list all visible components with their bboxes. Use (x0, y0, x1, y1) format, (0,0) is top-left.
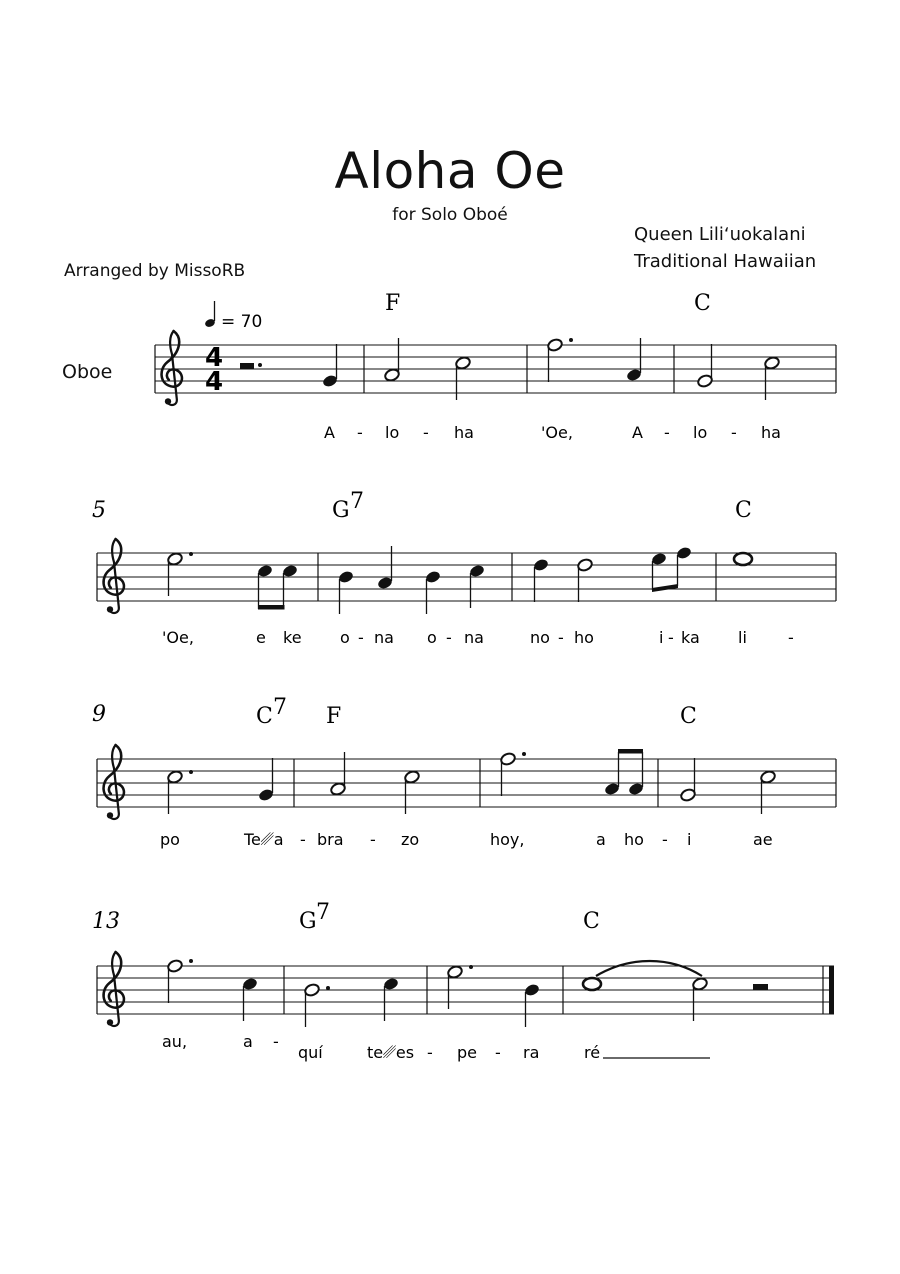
lyric: ae (753, 830, 773, 849)
lyric: - (668, 628, 674, 647)
lyric: - (788, 628, 794, 647)
note (258, 758, 275, 802)
note (304, 983, 330, 1027)
treble-clef-icon (104, 539, 124, 613)
composer-credit: Queen Liliʻuokalani (634, 224, 806, 245)
note (533, 558, 550, 602)
tempo-value: = 70 (221, 312, 263, 332)
lyric: o (340, 628, 350, 647)
lyric: bra (317, 830, 344, 849)
chord-symbol: C (680, 704, 697, 729)
staff-lines (97, 759, 836, 807)
origin-credit: Traditional Hawaiian (634, 251, 817, 272)
staff-system-4 (92, 900, 834, 1062)
chord-symbol: G (332, 498, 350, 523)
lyric: - (300, 830, 306, 849)
lyric: li (738, 628, 747, 647)
lyric: ho (574, 628, 594, 647)
chord-symbol: C (583, 909, 600, 934)
note (547, 338, 573, 382)
final-barline (829, 966, 834, 1014)
lyric: ha (761, 423, 781, 442)
note (167, 959, 193, 1003)
lyric: lo (693, 423, 708, 442)
treble-clef-icon (104, 745, 124, 819)
chord-symbol: C (694, 291, 711, 316)
lyric: - (357, 423, 363, 442)
lyric: ré (584, 1043, 601, 1062)
staff-lines (155, 345, 836, 393)
tempo-marking (204, 301, 262, 332)
lyric: po (160, 830, 180, 849)
score-subtitle: for Solo Oboé (392, 205, 508, 225)
eighth-note-pair (604, 749, 645, 796)
lyric: - (273, 1032, 279, 1051)
lyric: ha (454, 423, 474, 442)
lyric: - (664, 423, 670, 442)
lyric: na (464, 628, 484, 647)
arranger-credit: Arranged by MissoRB (64, 261, 246, 281)
lyric: a (243, 1032, 253, 1051)
lyric: lo (385, 423, 400, 442)
lyric: - (446, 628, 452, 647)
time-signature (205, 343, 223, 397)
whole-note (734, 553, 752, 565)
staff-lines (97, 966, 834, 1014)
lyric: a (596, 830, 606, 849)
treble-clef-icon (104, 952, 124, 1026)
lyric: ra (523, 1043, 540, 1062)
lyric: - (423, 423, 429, 442)
note (500, 752, 526, 796)
chord-extension: 7 (273, 695, 287, 720)
lyric: Te␥a (244, 830, 284, 849)
lyric: - (427, 1043, 433, 1062)
lyric: - (370, 830, 376, 849)
note (524, 983, 541, 1027)
lyric: - (731, 423, 737, 442)
measure-number: 5 (92, 498, 106, 523)
lyric: - (495, 1043, 501, 1062)
lyric: ke (283, 628, 302, 647)
svg-text:4: 4 (205, 343, 224, 373)
eighth-note-pair (257, 564, 299, 610)
chord-symbol: F (385, 291, 401, 316)
lyric: ho (624, 830, 644, 849)
lyric: no (530, 628, 550, 647)
lyric: pe (457, 1043, 477, 1062)
lyric: i (659, 628, 664, 647)
lyric: - (358, 628, 364, 647)
lyric: au, (162, 1032, 188, 1051)
svg-text:4: 4 (205, 367, 224, 397)
lyric: na (374, 628, 394, 647)
half-rest (240, 363, 254, 369)
staff-system-3 (92, 695, 836, 849)
lyric: o (427, 628, 437, 647)
lyric: 'Oe, (162, 628, 194, 647)
lyric: quí (298, 1043, 323, 1062)
instrument-name: Oboe (62, 361, 113, 383)
note (425, 570, 442, 614)
staff-system-2 (92, 489, 836, 647)
measure-number: 13 (92, 909, 120, 934)
measure-number: 9 (92, 702, 106, 727)
lyric: te␥es (367, 1043, 415, 1062)
lyric: A (632, 423, 643, 442)
note (680, 758, 697, 802)
lyric: hoy, (490, 830, 525, 849)
chord-symbol: C (735, 498, 752, 523)
note (338, 570, 355, 614)
score-title: Aloha Oe (334, 142, 566, 200)
chord-symbol: F (326, 704, 342, 729)
chord-symbol: C (256, 704, 273, 729)
lyric: zo (401, 830, 420, 849)
lyric: e (256, 628, 266, 647)
lyric: - (558, 628, 564, 647)
half-rest (753, 984, 768, 990)
note (697, 344, 714, 388)
lyric: 'Oe, (541, 423, 573, 442)
note (577, 558, 594, 602)
lyric: - (662, 830, 668, 849)
chord-extension: 7 (316, 900, 330, 925)
lyric: A (324, 423, 335, 442)
treble-clef-icon (162, 331, 182, 405)
note (322, 344, 339, 388)
tie (596, 961, 702, 976)
lyric: i (687, 830, 692, 849)
chord-symbol: G (299, 909, 317, 934)
chord-extension: 7 (350, 489, 364, 514)
whole-note (583, 978, 601, 990)
staff-lines (97, 553, 836, 601)
lyric: ka (681, 628, 700, 647)
